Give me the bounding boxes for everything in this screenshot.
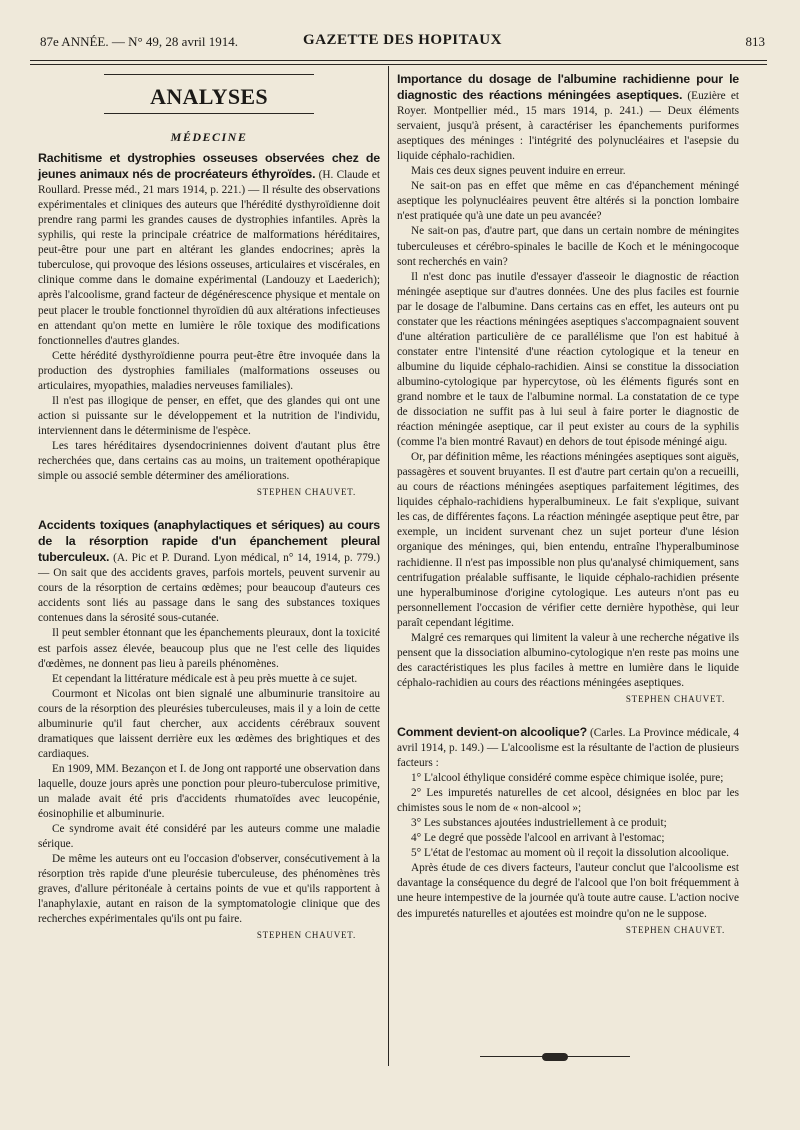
article-paragraph: Les tares héréditaires dysendocriniennes doivent d'autant plus être recherchées que, dans certains cas au moins, un traitement opothérapique simple ou associé semble déterminer des améliorations. — [38, 439, 380, 483]
article-paragraph: Malgré ces remarques qui limitent la valeur à une recherche négative ils pensent que la dissociation albumino-cytologique n'en reste pas moins une des caractéristiques les plus faciles à mettre en lumière dans le liquide céphalo-rachidien au cours des réactions méningées aseptiques. — [397, 631, 739, 689]
author-signature: STEPHEN CHAUVET. — [625, 693, 725, 704]
article-lead — [397, 725, 739, 771]
article-lead — [38, 151, 380, 349]
article-title: Rachitisme et dystrophies osseuses observées chez de jeunes animaux nés de procréateurs éthyroïdes. — [38, 151, 380, 182]
article-paragraph: Ne sait-on pas en effet que même en cas d'épanchement méningé aseptique les polynucléaires peuvent être altérés si la ponction lombaire n'est pratiquée qu'à une date un peu avancée? — [397, 180, 739, 223]
article-paragraph: De même les auteurs ont eu l'occasion d'observer, consécutivement à la résorption très rapide d'une pleurésie tuberculeuse, des phénomènes très graves, d'allure péritonéale à certains points de vue et qu'ils rapportent à l'anaphylaxie, autant en raison de la symptomatologie clinique que des recherches expérimentales qu'ils ont pu faire. — [38, 853, 380, 926]
article-paragraph: Ce syndrome avait été considéré par les auteurs comme une maladie sérique. — [38, 823, 380, 851]
article-list-item: 3° Les substances ajoutées industriellement à ce produit; — [411, 817, 667, 830]
article-citation: (A. Pic et P. Durand. Lyon médical, n° 14, 1914, p. 779.) — — [38, 552, 381, 580]
article-paragraph: Il résulte des observations expérimentales et cliniques des auteurs que l'hérédité dysthyroïdienne doit prendre rang parmi les grandes causes de dystrophies infantiles. Après la syphilis, qui reste la principale créatrice de malformations héréditaires, peut-être pour une part en altérant les glandes endocrines; après la tuberculose, qui provoque des lésions osseuses, articulaires et viscérales, en clinique comme dans le domaine expérimental (Landouzy et Laederich); après l'alcoolisme, grand facteur de dégénérescence physique et mentale on peut placer le trouble fonctionnel thyroïdien dû aux altérations infectieuses en attendant qu'on mette en lumière le rôle toxique des modifications fonctionnelles d'autres glandes. — [38, 184, 381, 347]
article-paragraph: En 1909, MM. Bezançon et I. de Jong ont rapporté une observation dans laquelle, douze jours après une ponction pour pleuro-tuberculose primitive, un malade avait été pris d'accidents rhumatoïdes avec leucopénie, éosinophilie et albuminurie. — [38, 762, 380, 821]
article-title: Importance du dosage de l'albumine rachidienne pour le diagnostic des réactions méningées aseptiques. — [397, 72, 739, 103]
article-accidents-toxiques — [38, 518, 380, 943]
article-citation: (Euzière et Royer. Montpellier méd., 15 mars 1914, p. 241.) — — [397, 90, 739, 118]
article-alcoolique — [397, 725, 739, 938]
running-header — [40, 32, 765, 52]
article-list-item: 2° Les impuretés naturelles de cet alcool, désignées en bloc par les chimistes sous le nom de « non-alcool »; — [397, 787, 739, 815]
article-list-item: 5° L'état de l'estomac au moment où il reçoit la dissolution alcoolique. — [411, 847, 729, 860]
article-paragraph: Il peut sembler étonnant que les épanchements pleuraux, dont la toxicité est parfois assez élevée, beaucoup plus que ne l'est celle des liquides d'œdèmes, ne donnent pas lieu à pareils phénomènes. — [38, 627, 380, 670]
left-column — [38, 74, 380, 943]
article-paragraph: Ne sait-on pas, d'autre part, que dans un certain nombre de méningites tuberculeuses et cérébro-spinales le bacille de Koch et le méningocoque sont recherchés en vain? — [397, 225, 739, 268]
article-albumine-rachidienne — [397, 72, 739, 707]
article-paragraph: Il n'est donc pas inutile d'essayer d'asseoir le diagnostic de réaction méningée aseptique sur d'autres données. Une des plus faciles est fournie par le dosage de l'albumine. Dans certains cas en effet, les auteurs ont pu constater que les réactions méningées aseptiques s'accompagnaient souvent d'une altération particulière de ce parallélisme que l'on est habitué à constater entre l'intensité d'une réaction cytologique et la teneur en albumine du liquide céphalo-rachidien. Ainsi se constitue la dissociation albumino-cytologique par hypercytose, où les éléments figurés sont en grand nombre et le taux de l'albumine normal. La constatation de ce type de dissociation ne suffit pas à lui seul à faire porter le diagnostic de réaction méningée aseptique, car il peut exister au cours de la syphilis (comme l'a bien montré Ravaut) en dehors de tout épisode méningé aigu. — [397, 270, 739, 449]
issue-info: 87e ANNÉE. — N° 49, 28 avril 1914. — [40, 34, 239, 49]
page-heading: ANALYSES — [150, 84, 268, 109]
section-title: MÉDECINE — [170, 130, 248, 144]
article-paragraph: Il n'est pas illogique de penser, en effet, que des glandes qui ont une action si puissante sur le développement et la nutrition de l'individu, interviennent dans le déterminisme de l'espèce. — [38, 394, 380, 437]
journal-title: GAZETTE DES HOPITAUX — [303, 32, 502, 48]
heading-box — [104, 74, 314, 114]
article-list-item: 1° L'alcool éthylique considéré comme espèce chimique isolée, pure; — [411, 772, 724, 785]
article-paragraph: Courmont et Nicolas ont bien signalé une albuminurie transitoire au cours de la résorption des pleurésies tuberculeuses, mais il y a loin de cette albuminurie qu'il faut chercher, aux accidents cérébraux souvent dramatiques que laissent derrière eux les œdèmes des brightiques et des cardiaques. — [38, 687, 380, 760]
article-rachitisme — [38, 151, 380, 500]
article-paragraph: Après étude de ces divers facteurs, l'auteur conclut que l'alcoolisme est davantage la conséquence du degré de l'alcool que l'on boit fréquemment à une heure intempestive de la journée qu'à toute autre cause. L'action nocive des impuretés naturelles et ajoutées est moindre qu'on ne le suppose. — [397, 862, 739, 920]
article-paragraph: Mais ces deux signes peuvent induire en erreur. — [411, 165, 626, 178]
article-paragraph: Or, par définition même, les réactions méningées aseptiques sont aiguës, passagères et souvent bruyantes. Il est d'autre part certain qu'on a recueilli, au cours de réactions méningées aseptiques parfaitement légitimes, des liquides céphalo-rachidiens hyperalbumineux. Le fait s'explique, suivant les cas, de différentes façons. La réaction méningée aseptique peut être, par exemple, un incident survenant chez un sujet porteur d'une lésion organique des méninges, qui, bien entendu, entraîne l'hyperalbuminose rachidienne. Il n'est pas impossible non plus qu'analysé chimiquement, sans centrifugation préalable suffisante, le liquide céphalo-rachidien présente une hyperalbuminose d'origine cytologique. Les auteurs n'ont pas eu personnellement l'occasion de vérifier cette dernière hypothèse, qui leur paraît cependant légitime. — [397, 451, 739, 629]
author-signature: STEPHEN CHAUVET. — [625, 924, 725, 935]
article-paragraph: L'alcoolisme est la résultante de l'action de plusieurs facteurs : — [397, 742, 740, 770]
author-signature: STEPHEN CHAUVET. — [256, 930, 356, 941]
ornamental-divider — [480, 1053, 630, 1061]
article-lead — [397, 72, 739, 164]
article-paragraph: Et cependant la littérature médicale est à peu près muette à ce sujet. — [52, 672, 358, 685]
right-column — [397, 72, 739, 938]
article-paragraph: On sait que des accidents graves, parfois mortels, peuvent survenir au cours de la résorption de certains œdèmes; pour beaucoup d'auteurs ces accidents sont liés au passage dans le sang des substances toxiques contenues dans la sérosité sous-cutanée. — [38, 567, 380, 625]
article-citation: (Carles. La Province médicale, 4 avril 1914, p. 149.) — — [397, 726, 739, 755]
article-list-item: 4° Le degré que possède l'alcool en arrivant à l'estomac; — [411, 832, 665, 845]
article-lead — [38, 518, 380, 626]
author-signature: STEPHEN CHAUVET. — [256, 487, 356, 498]
article-paragraph: Deux éléments servaient, jusqu'à présent, à caractériser les épanchements puriformes aseptiques des méninges : l'intégrité des polynucléaires et l'asepsie du liquide céphalo-rachidien. — [397, 105, 739, 163]
article-citation: (H. Claude et Roullard. Presse méd., 21 mars 1914, p. 221.) — — [38, 169, 380, 197]
article-paragraph: Cette hérédité dysthyroïdienne pourra peut-être être invoquée dans la production des dystrophies familiales (malformations osseuses ou articulaires, myopathies, maladies nerveuses familiales). — [38, 349, 380, 392]
header-rule — [30, 60, 767, 61]
header-rule-thin — [30, 64, 767, 65]
page-number: 813 — [745, 34, 765, 49]
article-title: Comment devient-on alcoolique? — [397, 724, 587, 739]
column-divider — [388, 66, 389, 1066]
article-title: Accidents toxiques (anaphylactiques et sériques) au cours de la résorption rapide d'un épanchement pleural tuberculeux. — [38, 518, 380, 565]
